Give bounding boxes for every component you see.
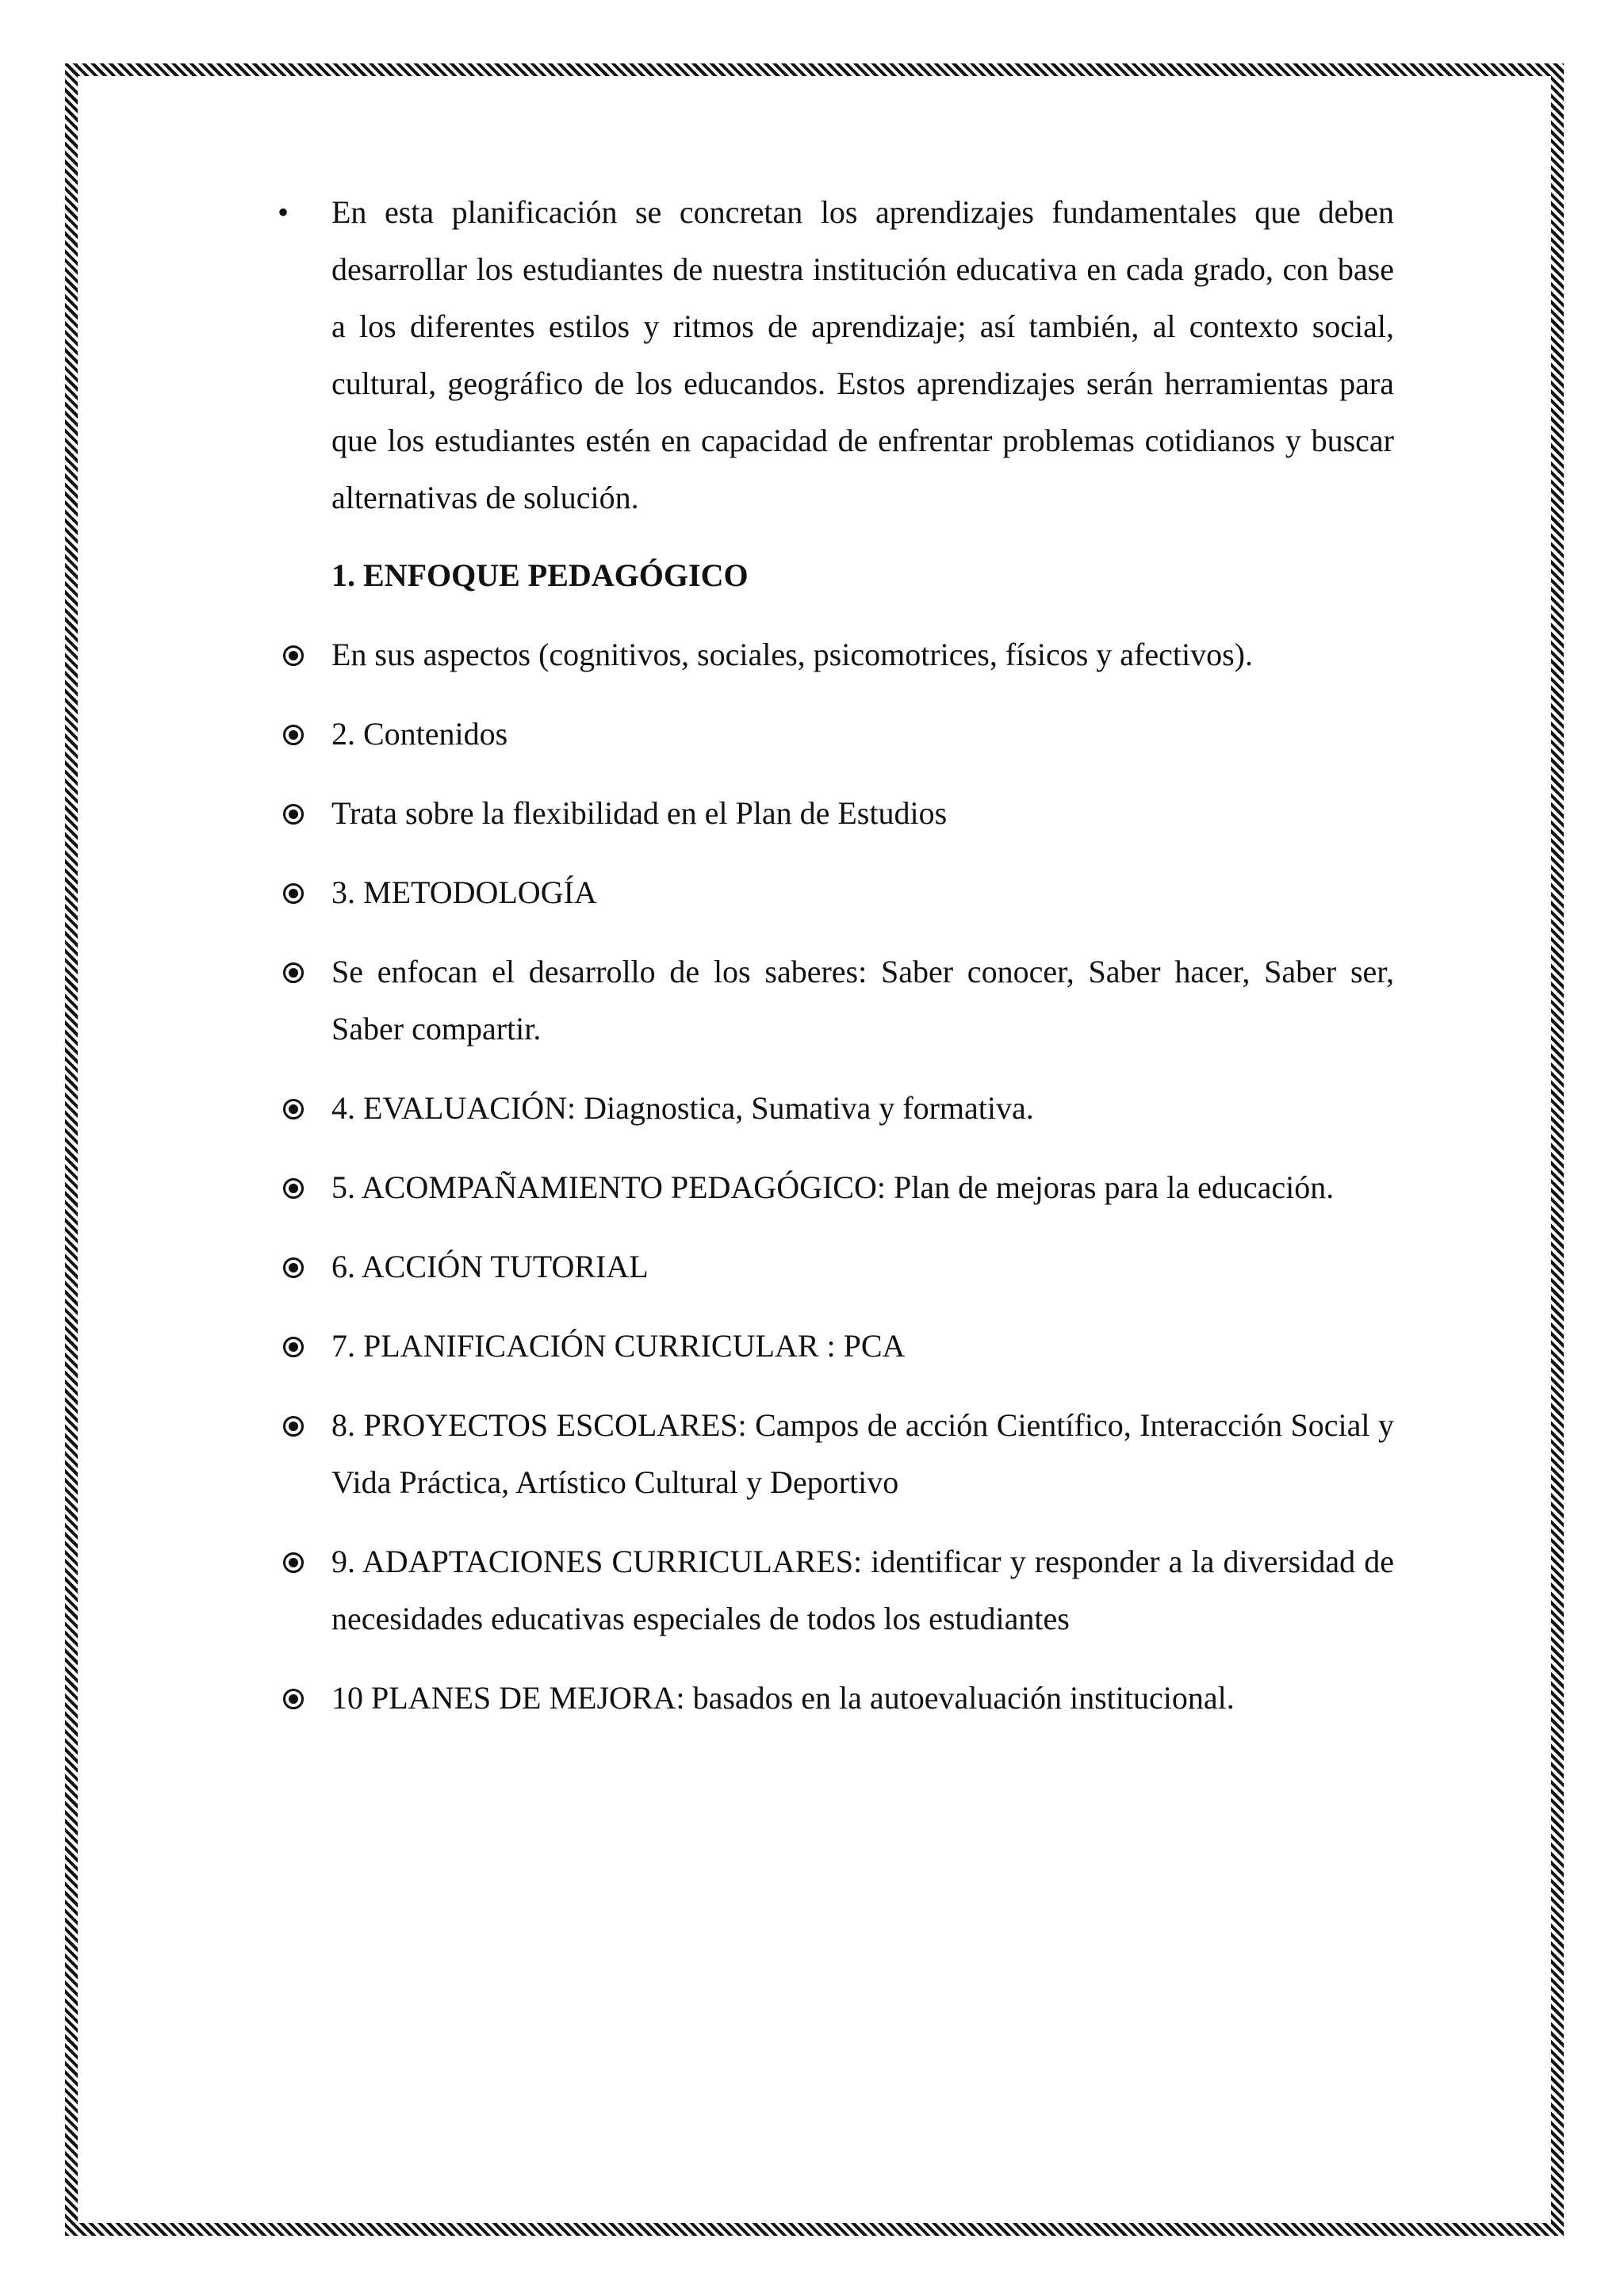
radio-bullet-icon bbox=[282, 962, 304, 984]
list-item-text: 5. ACOMPAÑAMIENTO PEDAGÓGICO: Plan de mejoras para la educación. bbox=[331, 1169, 1335, 1205]
list-item-text: 8. PROYECTOS ESCOLARES: Campos de acción Científico, Interacción Social y Vida Práctica, Artístico Cultural y Deportivo bbox=[331, 1407, 1394, 1500]
radio-bullet-icon bbox=[282, 1688, 304, 1710]
intro-paragraph bbox=[278, 184, 1394, 526]
list-item bbox=[278, 1318, 1394, 1375]
radio-bullet-icon bbox=[282, 724, 304, 746]
list-item bbox=[278, 1670, 1394, 1727]
list-item bbox=[278, 864, 1394, 921]
list-item bbox=[278, 1397, 1394, 1511]
list-item-text: 3. METODOLOGÍA bbox=[331, 874, 597, 910]
radio-bullet-icon bbox=[282, 882, 304, 905]
item-list bbox=[278, 626, 1394, 1727]
intro-text: En esta planificación se concretan los aprendizajes fundamentales que deben desarrollar los estudiantes de nuestra institución educativa en cada grado, con base a los diferentes estilos y ritmos de aprendizaje; así también, al contexto social, cultural, geográfico de los educandos. Estos aprendizajes serán herramientas para que los estudiantes estén en capacidad de enfrentar problemas cotidianos y buscar alternativas de solución. bbox=[331, 194, 1394, 515]
list-item bbox=[278, 626, 1394, 683]
list-item-text: 6. ACCIÓN TUTORIAL bbox=[331, 1249, 649, 1284]
radio-bullet-icon bbox=[282, 1336, 304, 1358]
radio-bullet-icon bbox=[282, 1177, 304, 1200]
list-item-text: 10 PLANES DE MEJORA: basados en la autoevaluación institucional. bbox=[331, 1680, 1235, 1716]
bullet-dot-icon: • bbox=[278, 194, 289, 230]
list-item-text: 2. Contenidos bbox=[331, 716, 508, 752]
list-item bbox=[278, 1533, 1394, 1647]
list-item bbox=[278, 943, 1394, 1058]
document-content bbox=[278, 184, 1394, 1749]
radio-bullet-icon bbox=[282, 645, 304, 667]
list-item bbox=[278, 1238, 1394, 1295]
list-item bbox=[278, 706, 1394, 763]
list-item-text: En sus aspectos (cognitivos, sociales, psicomotrices, físicos y afectivos). bbox=[331, 637, 1253, 672]
radio-bullet-icon bbox=[282, 1415, 304, 1437]
list-item bbox=[278, 785, 1394, 842]
list-item bbox=[278, 1080, 1394, 1137]
list-item-text: 7. PLANIFICACIÓN CURRICULAR : PCA bbox=[331, 1328, 906, 1364]
list-item-text: 9. ADAPTACIONES CURRICULARES: identificar y responder a la diversidad de necesidades educativas especiales de todos los estudiantes bbox=[331, 1544, 1394, 1636]
radio-bullet-icon bbox=[282, 1257, 304, 1279]
list-item-text: 4. EVALUACIÓN: Diagnostica, Sumativa y formativa. bbox=[331, 1090, 1034, 1126]
radio-bullet-icon bbox=[282, 803, 304, 825]
list-item bbox=[278, 1159, 1394, 1216]
list-item-text: Trata sobre la flexibilidad en el Plan de Estudios bbox=[331, 795, 948, 831]
list-item-text: Se enfocan el desarrollo de los saberes: Saber conocer, Saber hacer, Saber ser, Saber compartir. bbox=[331, 954, 1394, 1047]
radio-bullet-icon bbox=[282, 1552, 304, 1574]
radio-bullet-icon bbox=[282, 1098, 304, 1120]
section-heading: 1. ENFOQUE PEDAGÓGICO bbox=[331, 557, 749, 593]
